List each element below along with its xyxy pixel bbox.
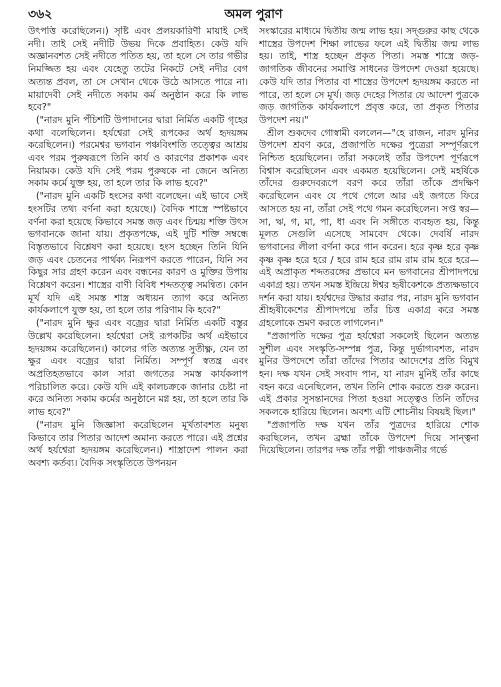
paragraph: ("নারদ মুনি পঁচিশটি উপাদানের দ্বারা নির্মিত একটি গৃহের কথা বলেছিলেন। হর্যশ্বেরা সেই রূপকের অর্থ হৃদয়ঙ্গম করেছিলেন।) পরমেশ্বর ভগবান পঞ্চবিংশতি তত্ত্বের আশ্রয় এবং পরম পুরুষরূপে তিনি কার্য ও কারণের প্রকাশক এবং নিয়ামক। কেউ যদি সেই পরম পুরুষকে না জেনে অনিত্য সকাম কর্মে যুক্ত হয়, তা হলে তার কি লাভ হবে?" <box>28 114 248 190</box>
running-title: অমল পুরাণ <box>224 6 283 21</box>
paragraph: "প্রজাপতি দক্ষের পুত্র হর্যশ্বেরা সকলেই ছিলেন অত্যন্ত সুশীল এবং সংস্কৃতি-সম্পন্ন পুত্র, কিন্তু দুর্ভাগ্যবশত, নারদ মুনির উপদেশে তাঁরা তাঁদের পিতার আদেশের প্রতি বিমুখ হন। দক্ষ যখন সেই সংবাদ পান, যা নারদ মুনিই তাঁর কাছে বহন করে এনেছিলেন, তখন তিনি শোক করতে শুরু করেন। এই প্রকার সুসন্তানদের পিতা হওয়া সত্ত্বেও তিনি তাঁদের সকলকে হারিয়ে ছিলেন। অবশ্য এটি শোচনীয় বিষয়ই ছিল।" <box>259 330 479 419</box>
paragraph: ("নারদ মুনি ক্ষুর এবং বজ্রের দ্বারা নির্মিত একটি বস্তুর উল্লেখ করেছিলেন। হর্যশ্বেরা সেই রূপকটির অর্থ এইভাবে হৃদয়ঙ্গম করেছিলেন।) কালের গতি অত্যন্ত সুতীক্ষ্ণ, যেন তা ক্ষুর এবং বজ্রের দ্বারা নির্মিত। সম্পূর্ণ স্বতন্ত্র এবং অপ্রতিহতভাবে কাল সারা জগতের সমস্ত কার্যকলাপ পরিচালিত করে। কেউ যদি এই কালচক্রকে জানার চেষ্টা না করে অনিত্য সকাম কর্মের অনুষ্ঠানে মগ্ন হয়, তা হলে তার কি লাভ হবে?" <box>28 318 248 419</box>
page-number: ৩৬২ <box>28 6 53 21</box>
paragraph: ("নারদ মুনি একটি হংসের কথা বলেছেন। এই ভাবে সেই হংসটির তথ্য বর্ণনা করা হয়েছে।) বৈদিক শাস্ত্রে স্পষ্টভাবে বর্ণনা করা হয়েছে কিভাবে সমস্ত জড় এবং চিন্ময় শক্তি উৎস ভগবানকে জানা যায়। প্রকৃতপক্ষে, এই দুটি শক্তি সম্বন্ধে বিস্তৃতভাবে বিশ্লেষণ করা হয়েছে। হংস হচ্ছেন তিনি যিনি জড় এবং চেতনের পার্থক্য নিরূপণ করতে পারেন, যিনি সব কিছুর সার গ্রহণ করেন এবং বন্ধনের কারণ ও মুক্তির উপায় বিশ্লেষণ করেন। শাস্ত্রের বাণী বিবিধ শব্দতত্ত্ব সমন্বিত। কোন মূর্খ যদি এই সমস্ত শাস্ত্র অধ্যয়ন ত্যাগ করে অনিত্য কার্যকলাপে যুক্ত হয়, তা হলে তার পরিণাম কি হবে?" <box>28 191 248 317</box>
paragraph: "প্রজাপতি দক্ষ যখন তাঁর পুত্রদের হারিয়ে শোক করছিলেন, তখন ব্রহ্মা তাঁকে উপদেশ দিয়ে সান্ত্বনা দিয়েছিলেন। তারপর দক্ষ তাঁর পত্নী পাঞ্চজনীর গর্ভে <box>259 419 479 457</box>
paragraph: ("নারদ মুনি জিজ্ঞাসা করেছিলেন মূর্খতাবশত মনুষ্য কিভাবে তার পিতার আদেশ অমান্য করতে পারে। এই প্রশ্নের অর্থ হর্যশ্বেরা হৃদয়ঙ্গম করেছিলেন।) শাস্ত্রাদেশ পালন করা অবশ্য কর্তব্য। বৈদিক সংস্কৃতিতে উপনয়ন <box>28 419 248 469</box>
paragraph: শ্রীল শুকদেব গোস্বামী বললেন—"হে রাজন, নারদ মুনির উপদেশ শ্রবণ করে, প্রজাপতি দক্ষের পুত্রেরা সম্পূর্ণরূপে নিশ্চিত হয়েছিলেন। তাঁরা সকলেই তাঁর উপদেশ পূর্ণরূপে বিশ্বাস করেছিলেন এবং একমত হয়েছিলেন। সেই মহর্ষিকে তাঁদের গুরুদেবরূপে বরণ করে তাঁরা তাঁকে প্রদক্ষিণ করেছিলেন এবং যে পথে গেলে আর এই জগতে ফিরে আসতে হয় না, তাঁরা সেই পথে গমন করেছিলেন। সপ্ত স্বর—সা, ঋ, গ, মা, পা, ধা এবং নি সঙ্গীতে ব্যবহৃত হয়, কিন্তু মূলত সেগুলি এসেছে সামবেদ থেকে। দেবর্ষি নারদ ভগবানের লীলা বর্ণনা করে গান করেন। হরে কৃষ্ণ হরে কৃষ্ণ কৃষ্ণ কৃষ্ণ হরে হরে / হরে রাম হরে রাম রাম রাম হরে হরে—এই অপ্রাকৃত শব্দতরঙ্গের প্রভাবে মন ভগবানের শ্রীপাদপদ্মে একাগ্র হয়। তখন সমস্ত ইন্দ্রিয়ে ঈশ্বর হৃষীকেশকে প্রত্যক্ষভাবে দর্শন করা যায়। হর্যশ্বদের উদ্ধার করার পর, নারদ মুনি ভগবান শ্রীহৃষীকেশের শ্রীপাদপদ্মে তাঁর চিত্ত একাগ্র করে সমস্ত গ্রহলোকে ভ্রমণ করতে লাগলেন।" <box>259 127 479 330</box>
left-column <box>28 26 248 678</box>
paragraph: সংস্কারের মাধ্যমে দ্বিতীয় জন্ম লাভ হয়। সদ্গুরুর কাছ থেকে শাস্ত্রের উপদেশ শিক্ষা লাভের ফলে এই দ্বিতীয় জন্ম লাভ হয়। তাই, শাস্ত্র হচ্ছেন প্রকৃত পিতা। সমস্ত শাস্ত্রে জড়-জাগতিক জীবনের সমাপ্তি সাধনের উপদেশ দেওয়া হয়েছে। কেউ যদি তার পিতার বা শাস্ত্রের উপদেশ হৃদয়ঙ্গম করতে না পারে, তা হলে সে মূর্খ। জড় দেহের পিতার যে আদেশ পুত্রকে জড় জাগতিক কার্যকলাপে প্রবৃত্ত করে, তা প্রকৃত পিতার উপদেশ নয়।" <box>259 26 479 126</box>
right-column <box>259 26 479 678</box>
page-header <box>28 6 479 22</box>
paragraph: উৎপত্তি করেছিলেন।) সৃষ্টি এবং প্রলয়কারিণী মায়াই সেই নদী। তাই সেই নদীটি উভয় দিকে প্রবাহিত। কেউ যদি অজ্ঞানবশত সেই নদীতে পতিত হয়, তা হলে সে তার গভীর নিমজ্জিত হয় এবং যেহেতু তটের নিকটে সেই নদীর বেগ অত্যন্ত প্রবল, তা সে সেখান থেকে উঠে আসতে পারে না। মায়াদেবী সেই নদীতে সকাম কর্ম অনুষ্ঠান করে কি লাভ হবে?" <box>28 26 248 114</box>
